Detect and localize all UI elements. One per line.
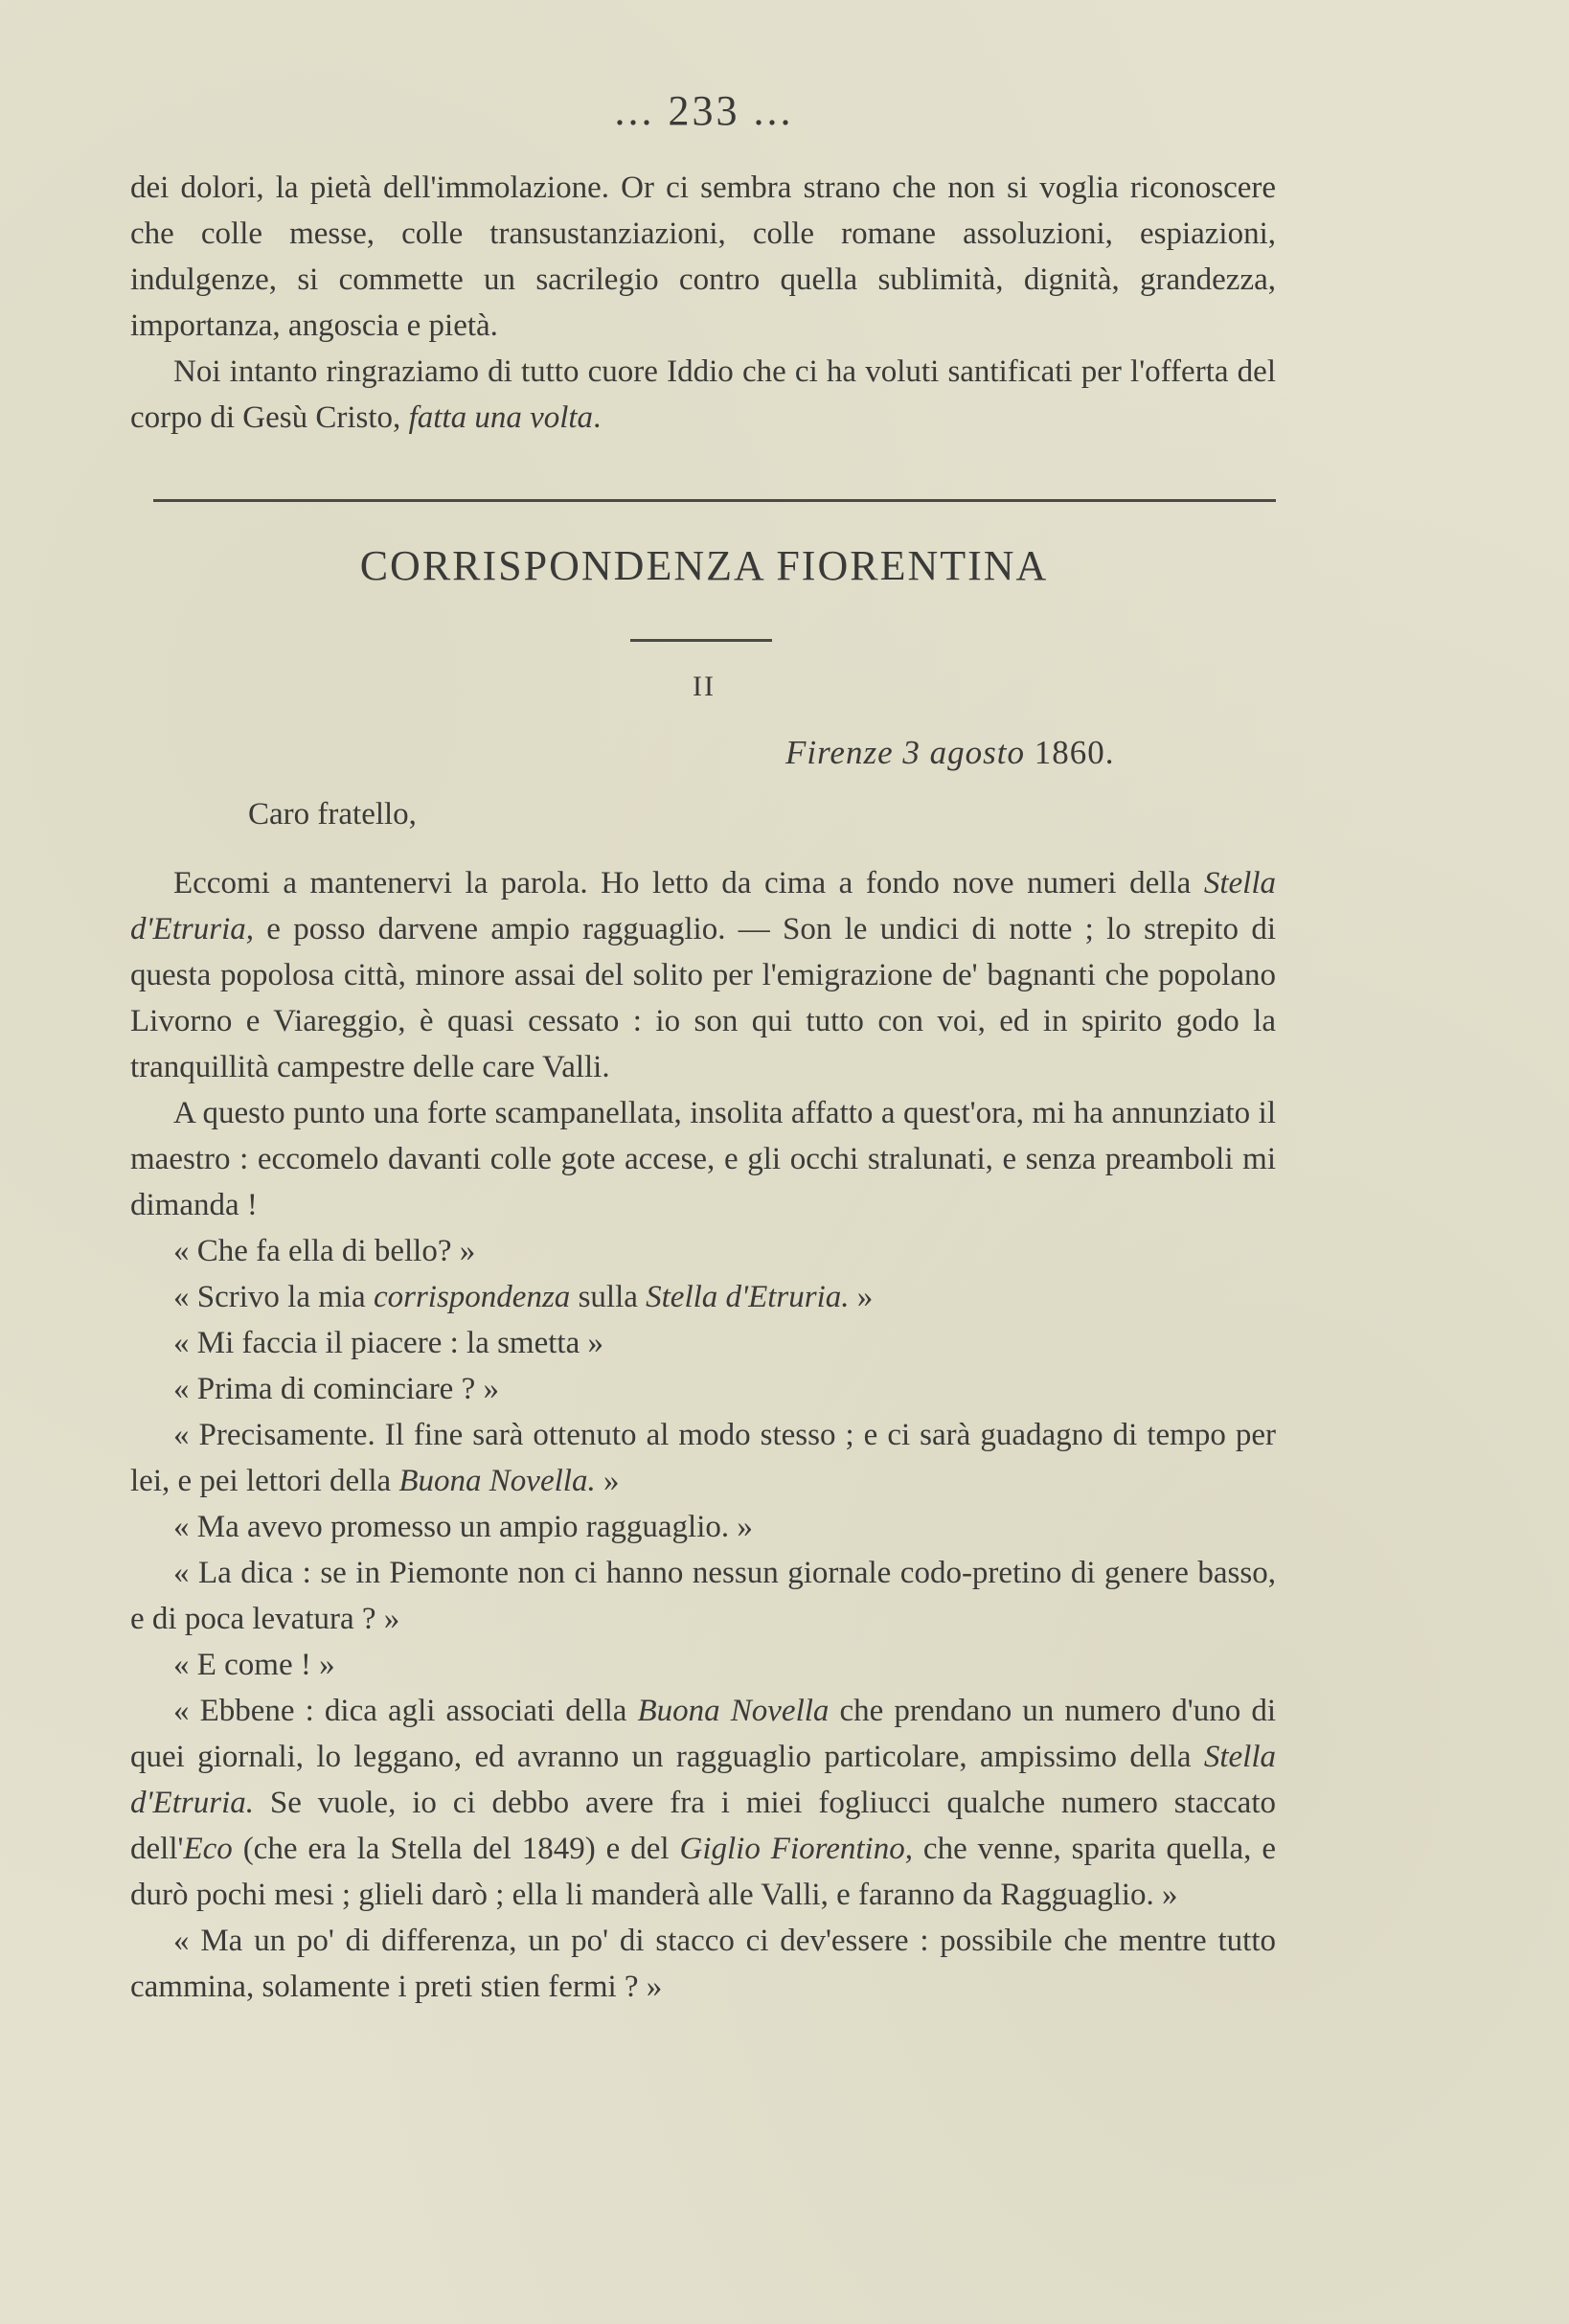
dialogue-line-8: « E come ! » xyxy=(173,1648,335,1682)
letter-p1-italic: Stella d'Etruria, xyxy=(130,866,1276,946)
d9-text-c: Se vuole, io ci debbo avere fra i miei fogliucci qualche numero staccato dell' xyxy=(130,1786,1276,1866)
d9-italic-3: Eco xyxy=(183,1832,233,1866)
d9-italic-4: Giglio Fiorentino, xyxy=(679,1832,913,1866)
section-divider xyxy=(153,499,1276,502)
dialogue-line-2 xyxy=(130,1274,1276,1320)
d9-text-a: « Ebbene : dica agli associati della xyxy=(173,1694,638,1728)
dialogue-line-5 xyxy=(130,1412,1276,1504)
letter-salutation: Caro fratello, xyxy=(248,797,417,832)
dateline-place: Firenze 3 agosto xyxy=(785,734,1025,771)
d2-italic-1: corrispondenza xyxy=(373,1280,571,1314)
dialogue-line-4: « Prima di cominciare ? » xyxy=(173,1372,499,1406)
d5-italic: Buona Novella. xyxy=(398,1464,596,1498)
letter-paragraph-1 xyxy=(130,860,1276,1090)
chapter-number: II xyxy=(693,671,716,702)
d2-text-a: « Scrivo la mia xyxy=(173,1280,374,1314)
dialogue-line-9 xyxy=(130,1688,1276,1918)
dialogue-line-10: « Ma un po' di differenza, un po' di stacco ci dev'essere : possibile che mentre tutto cammina, solamente i preti stien fermi ? » xyxy=(130,1924,1276,2004)
section-title: CORRISPONDENZA FIORENTINA xyxy=(359,542,1049,589)
intro-paragraph-1: dei dolori, la pietà dell'immolazione. Or ci sembra strano che non si voglia riconoscere che colle messe, colle transustanziazioni, colle romane assoluzioni, espiazioni, indulgenze, si commette un sacrilegio contro quella sublimità, dignità, grandezza, importanza, angoscia e pietà. xyxy=(130,171,1276,343)
dialogue-line-6: « Ma avevo promesso un ampio ragguaglio. » xyxy=(173,1510,753,1544)
letter-dateline xyxy=(785,734,1114,772)
title-underline xyxy=(630,639,772,642)
letter-body xyxy=(130,860,1276,2010)
d5-text-b: » xyxy=(595,1464,620,1498)
d9-italic-1: Buona Novella xyxy=(637,1694,830,1728)
intro-p2-end: . xyxy=(593,400,602,435)
intro-p2-text: Noi intanto ringraziamo di tutto cuore Iddio che ci ha voluti santificati per l'offerta del corpo di Gesù Cristo, xyxy=(130,354,1276,435)
intro-p2-italic: fatta una volta xyxy=(408,400,594,435)
d2-text-b: sulla xyxy=(570,1280,647,1314)
page-number: ... 233 ... xyxy=(614,87,794,134)
dateline-year: 1860. xyxy=(1024,734,1115,771)
letter-p1-text-a: Eccomi a mantenervi la parola. Ho letto da cima a fondo nove numeri della xyxy=(173,866,1204,900)
intro-text xyxy=(130,165,1276,441)
d9-text-b: che prendano un numero d'uno di quei giornali, lo leggano, ed avranno un ragguaglio particolare, ampissimo della xyxy=(130,1694,1277,1774)
d2-italic-2: Stella d'Etruria. xyxy=(646,1280,850,1314)
d9-italic-2: Stella d'Etruria. xyxy=(130,1740,1276,1820)
letter-p1-text-b: e posso darvene ampio ragguaglio. — Son le undici di notte ; lo strepito di questa popolosa città, minore assai del solito per l'emigrazione de' bagnanti che popolano Livorno e Viareggio, è quasi cessato : io son qui tutto con voi, ed in spirito godo la tranquillità campestre delle care Valli. xyxy=(130,912,1276,1084)
d2-text-c: » xyxy=(849,1280,874,1314)
intro-paragraph-2 xyxy=(130,349,1276,441)
dialogue-line-3: « Mi faccia il piacere : la smetta » xyxy=(173,1326,603,1360)
d9-text-d: (che era la Stella del 1849) e del xyxy=(232,1832,680,1866)
letter-paragraph-2: A questo punto una forte scampanellata, insolita affatto a quest'ora, mi ha annunziato il maestro : eccomelo davanti colle gote accese, e gli occhi stralunati, e senza preamboli mi dimanda ! xyxy=(130,1096,1276,1222)
dialogue-line-7: « La dica : se in Piemonte non ci hanno nessun giornale codo-pretino di genere basso, e di poca levatura ? » xyxy=(130,1556,1276,1636)
dialogue-line-1: « Che fa ella di bello? » xyxy=(173,1234,476,1268)
d9-text-e: che venne, sparita quella, e durò pochi mesi ; glieli darò ; ella li manderà alle Valli, e faranno da Ragguaglio. » xyxy=(130,1832,1277,1912)
d5-text-a: « Precisamente. Il fine sarà ottenuto al modo stesso ; e ci sarà guadagno di tempo per lei, e pei lettori della xyxy=(130,1418,1276,1498)
